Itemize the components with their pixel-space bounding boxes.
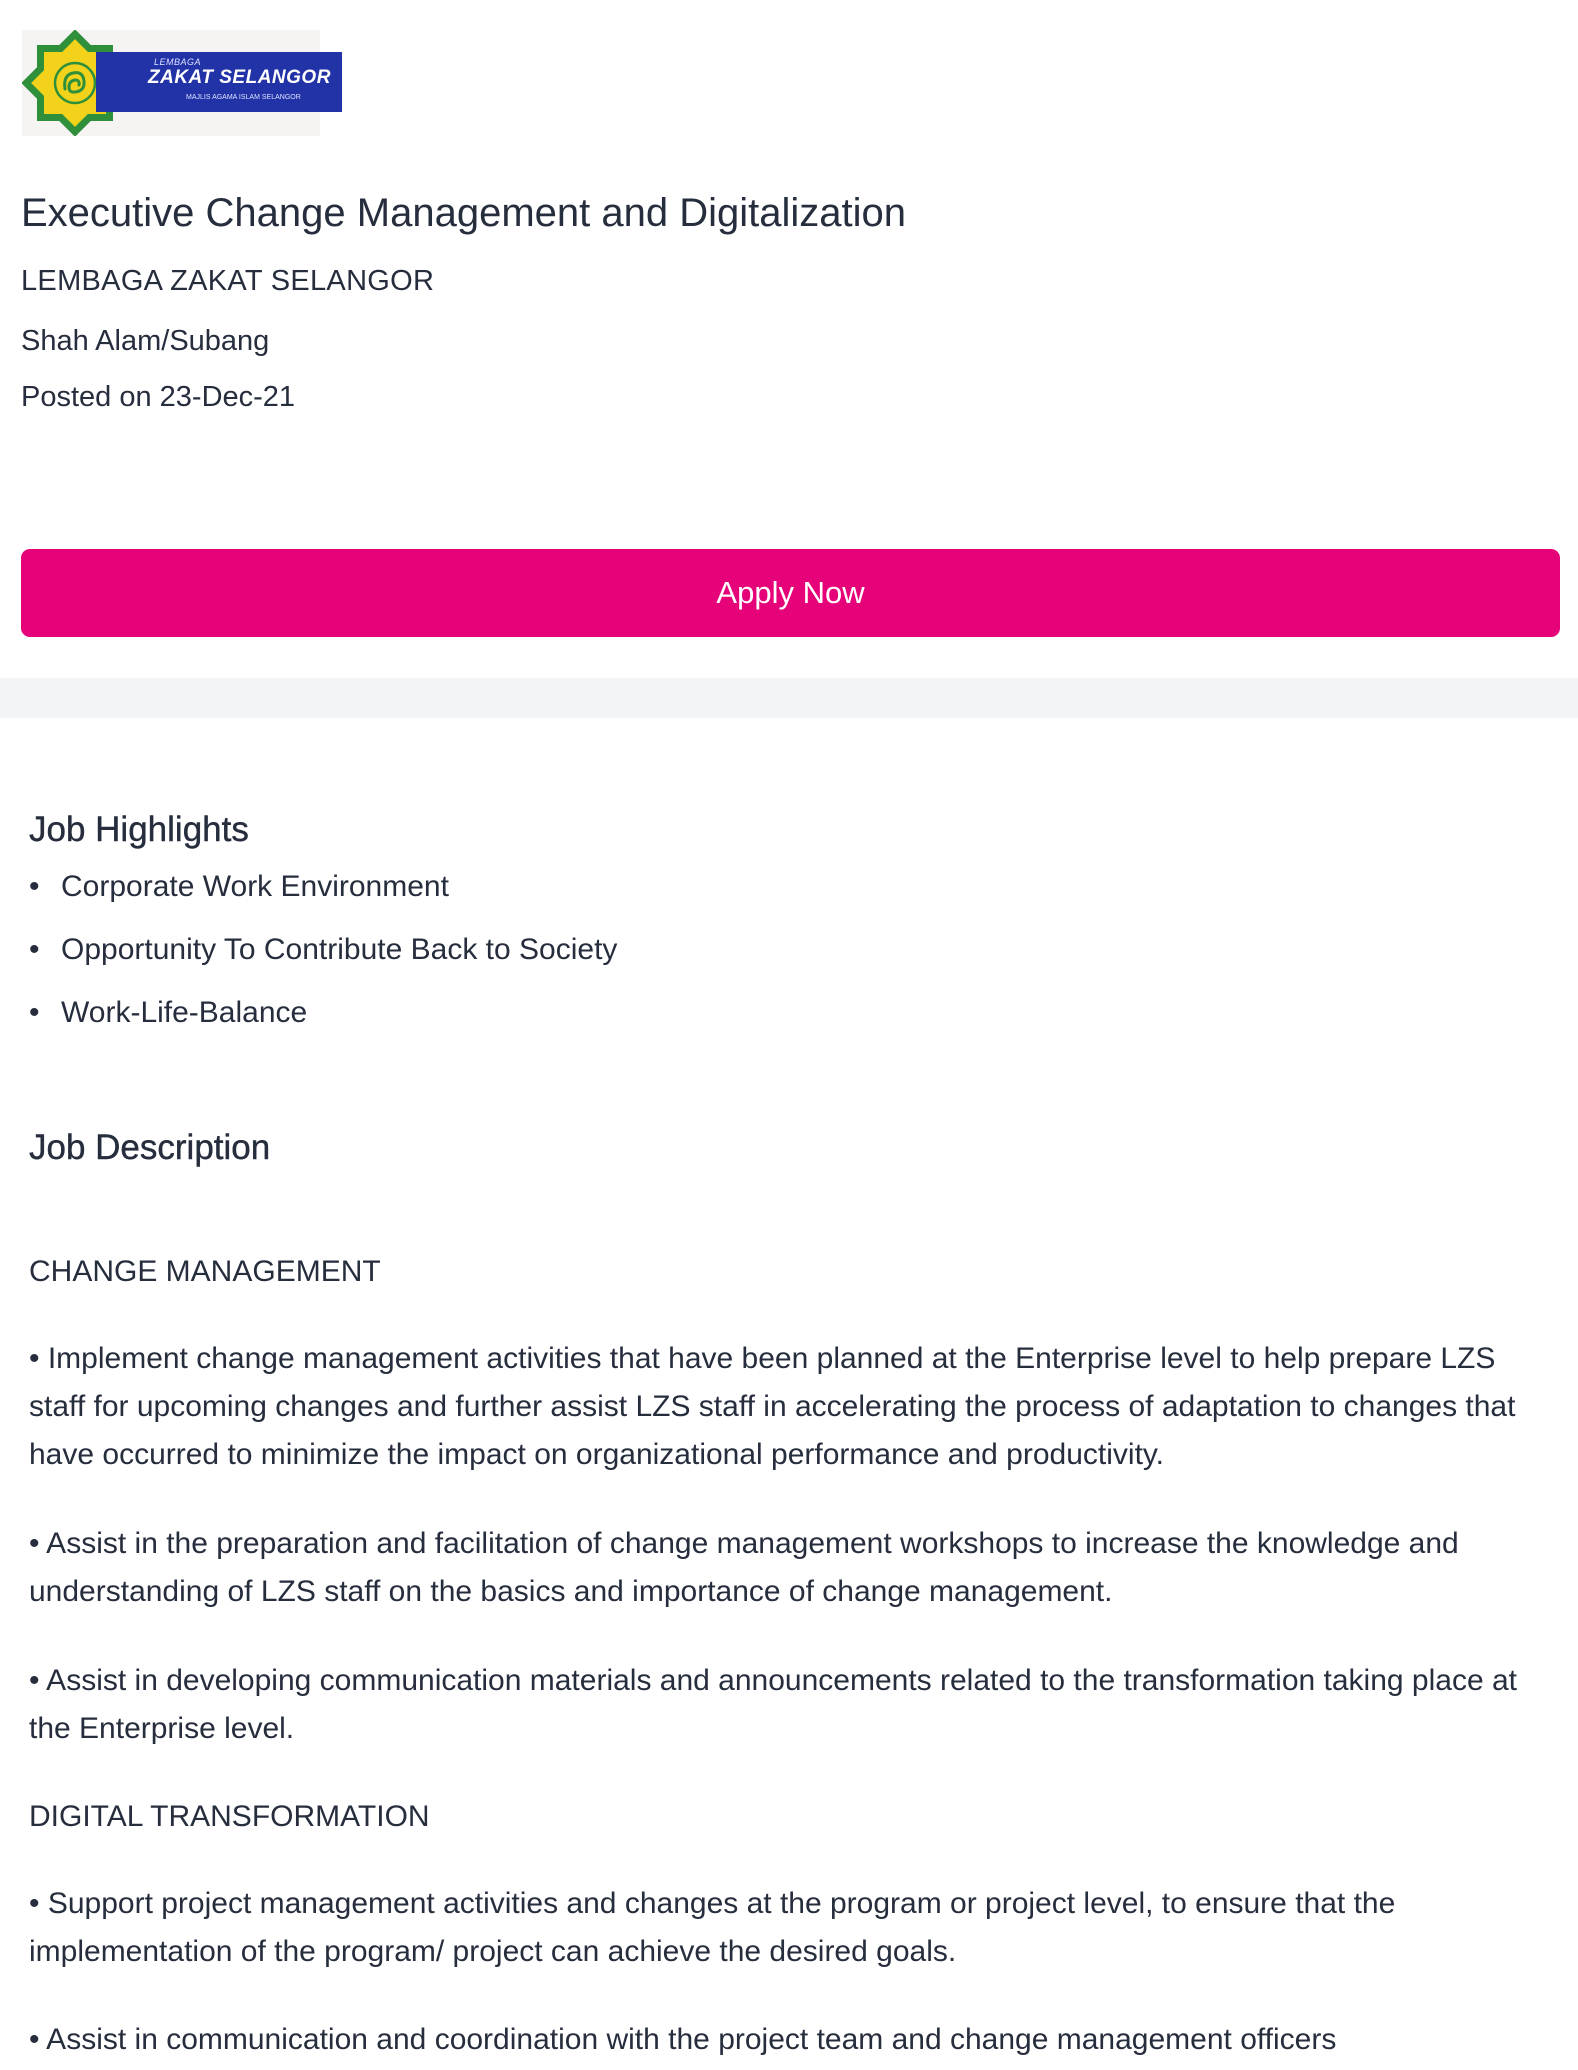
job-title: Executive Change Management and Digitalization <box>21 191 906 235</box>
highlight-item <box>29 870 617 933</box>
change-paragraph-3: • Assist in developing communication materials and announcements related to the transformation taking place at the Enterprise level. <box>29 1664 1518 1745</box>
change-management-heading: CHANGE MANAGEMENT <box>29 1255 381 1288</box>
job-highlights-list <box>29 870 617 1059</box>
digital-transformation-heading: DIGITAL TRANSFORMATION <box>29 1800 430 1833</box>
job-highlights-heading: Job Highlights <box>29 810 249 849</box>
job-header <box>0 0 1578 680</box>
job-description-heading: Job Description <box>29 1128 271 1167</box>
logo-main-text: ZAKAT SELANGOR <box>148 67 331 88</box>
company-logo[interactable] <box>22 30 331 136</box>
bullet-icon: • <box>29 996 40 1029</box>
bullet-icon: • <box>29 933 40 966</box>
highlight-item <box>29 933 617 996</box>
posted-date: Posted on 23-Dec-21 <box>21 381 296 413</box>
highlight-text: Work-Life-Balance <box>61 996 308 1029</box>
digital-paragraph-1: • Support project management activities and changes at the program or project level, to ensure that the implementation of the program/ project can achieve the desired goals. <box>29 1887 1396 1968</box>
job-location: Shah Alam/Subang <box>21 325 270 357</box>
highlight-text: Corporate Work Environment <box>61 870 449 903</box>
logo-small-text: LEMBAGA <box>154 57 202 67</box>
highlight-item <box>29 996 617 1059</box>
logo-sub-text: MAJLIS AGAMA ISLAM SELANGOR <box>186 94 301 101</box>
change-paragraph-2: • Assist in the preparation and facilitation of change management workshops to increase the knowledge and understanding of LZS staff on the basics and importance of change management. <box>29 1527 1459 1608</box>
company-name[interactable]: LEMBAGA ZAKAT SELANGOR <box>21 265 435 297</box>
logo-banner <box>96 52 342 112</box>
job-content <box>0 718 1578 2070</box>
apply-now-button[interactable]: Apply Now <box>21 549 1560 637</box>
change-paragraph-1: • Implement change management activities that have been planned at the Enterprise level to help prepare LZS staff for upcoming changes and further assist LZS staff in accelerating the process of adaptation to changes that have occurred to minimize the impact on organizational performance and productivity. <box>29 1342 1516 1471</box>
bullet-icon: • <box>29 870 40 903</box>
highlight-text: Opportunity To Contribute Back to Society <box>61 933 618 966</box>
section-divider <box>0 678 1578 718</box>
digital-paragraph-2: • Assist in communication and coordination with the project team and change management officers <box>29 2023 1337 2056</box>
